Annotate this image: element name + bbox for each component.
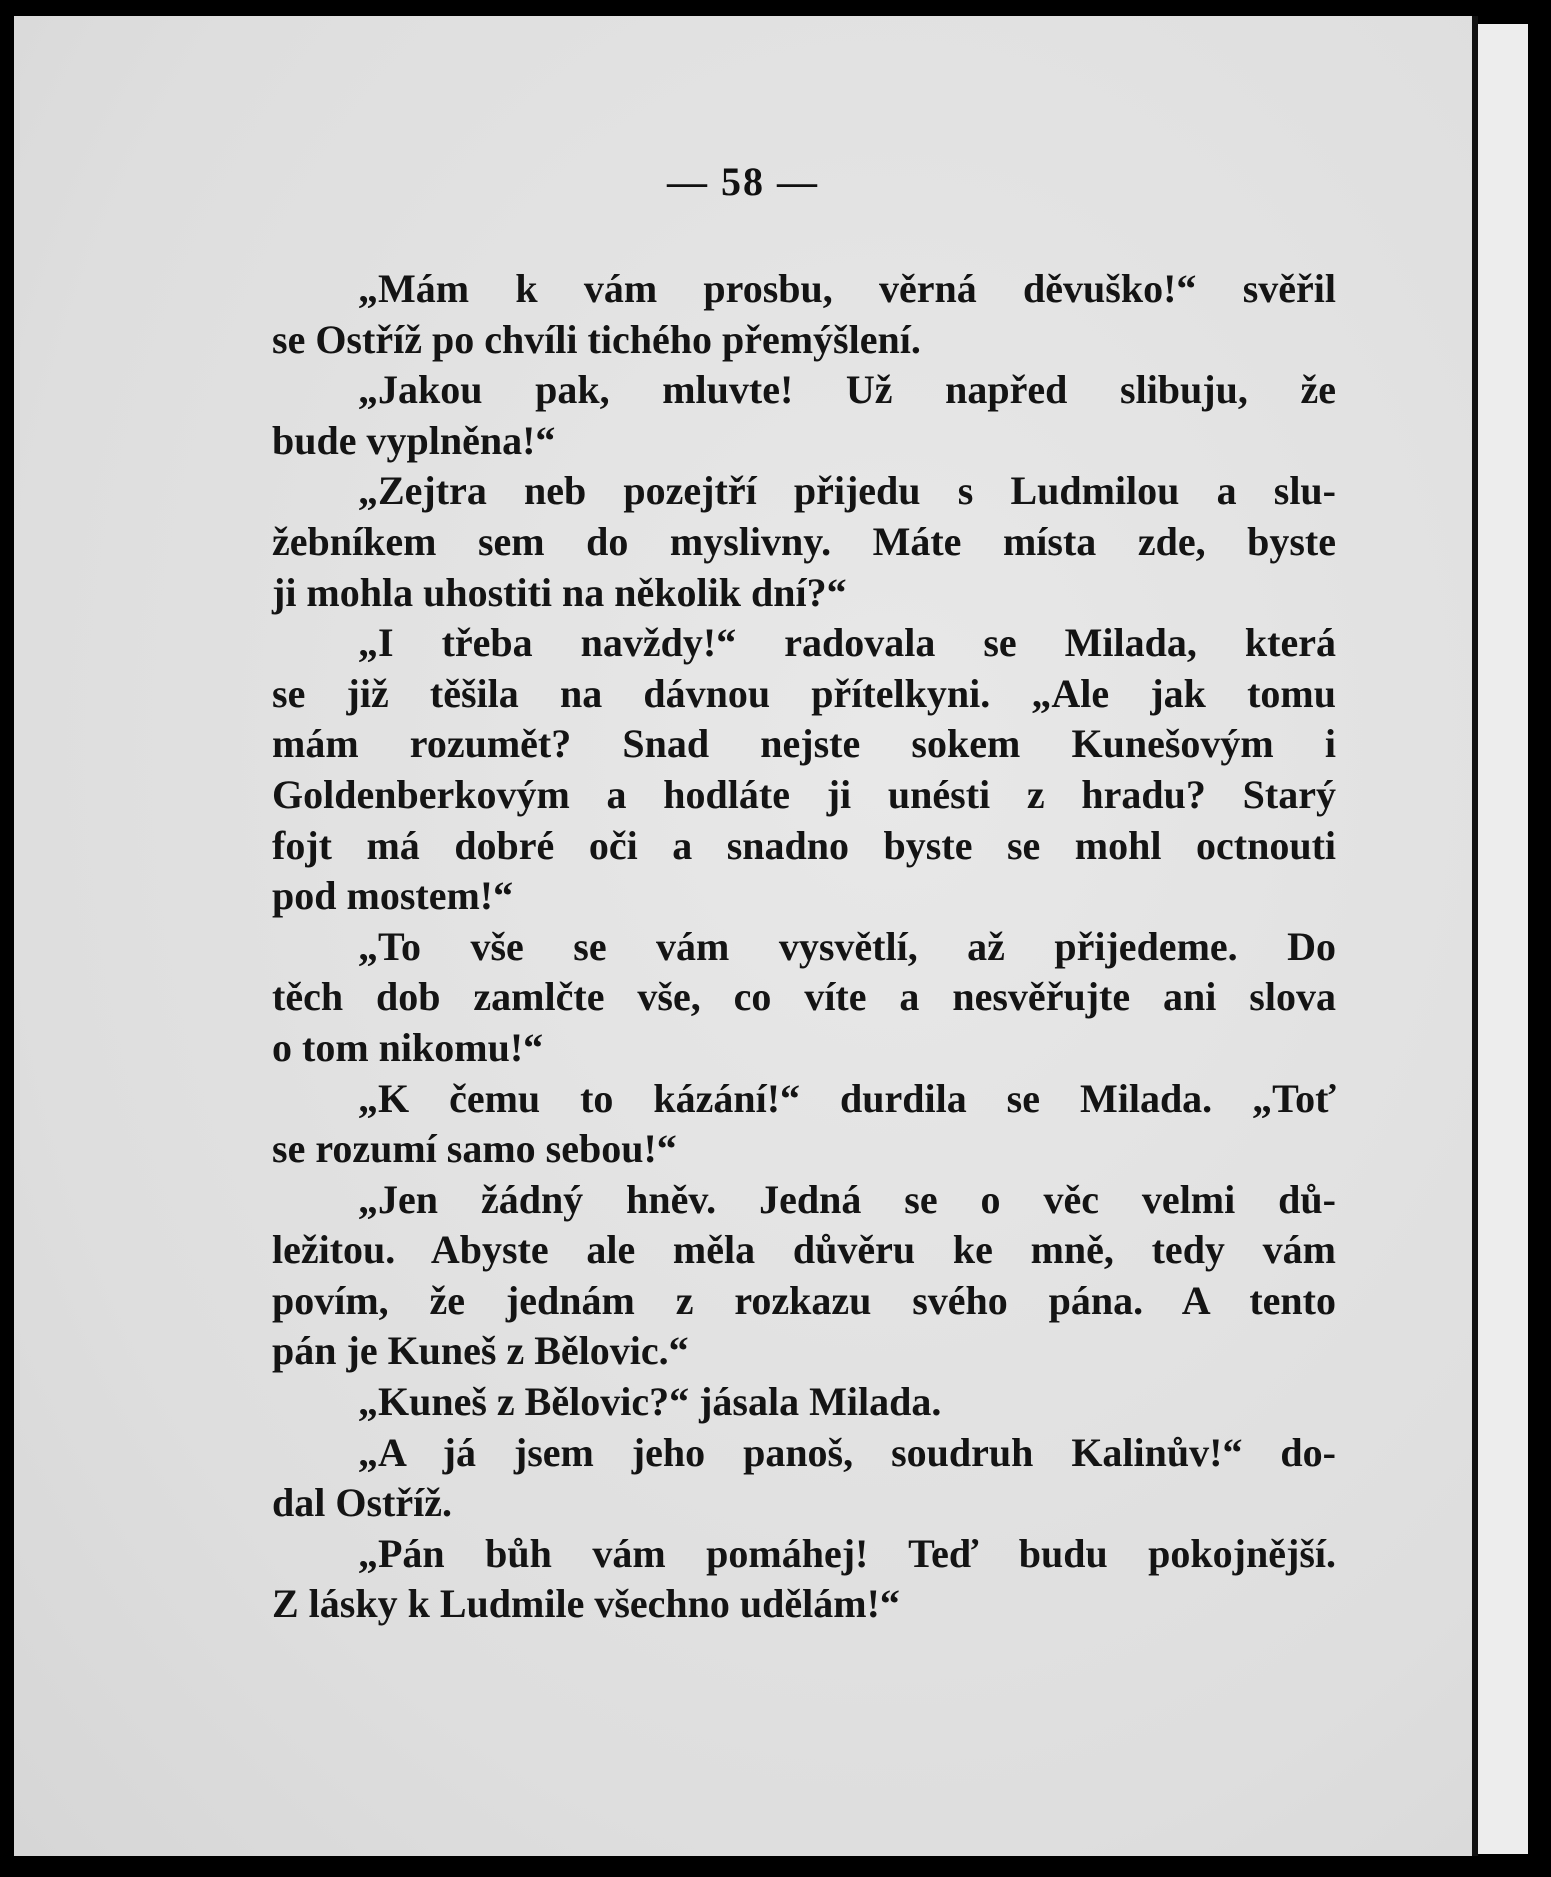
text-line: pod mostem!“	[272, 873, 514, 919]
text-line: se Ostříž po chvíli tichého přemýšlení.	[272, 316, 921, 362]
text-line: dal Ostříž.	[272, 1480, 452, 1526]
book-page	[14, 16, 1472, 1856]
text-line: se rozumí samo sebou!“	[272, 1126, 677, 1172]
text-line: bude vyplněna!“	[272, 417, 556, 463]
text-line: pán je Kuneš z Bělovic.“	[272, 1328, 689, 1374]
text-line: fojt má dobré oči a snadno byste se mohl octnouti	[272, 822, 1336, 868]
text-line: Goldenberkovým a hodláte ji unésti z hradu? Starý	[272, 771, 1336, 817]
text-line: se již těšila na dávnou přítelkyni. „Ale jak tomu	[272, 670, 1336, 716]
text-line: „Zejtra neb pozejtří přijedu s Ludmilou a slu-	[358, 468, 1336, 514]
text-line: „K čemu to kázání!“ durdila se Milada. „Toť	[358, 1075, 1336, 1121]
text-line: „To vše se vám vysvětlí, až přijedeme. Do	[358, 923, 1336, 969]
body-text	[272, 264, 1336, 1630]
page-number: — 58 —	[667, 159, 819, 204]
text-line: Z lásky k Ludmile všechno udělám!“	[272, 1581, 900, 1627]
text-line: mám rozumět? Snad nejste sokem Kunešovým i	[272, 721, 1336, 767]
text-line: žebníkem sem do myslivny. Máte místa zde, byste	[272, 518, 1336, 564]
scan-margin	[1478, 24, 1528, 1854]
text-line: ležitou. Abyste ale měla důvěru ke mně, tedy vám	[272, 1227, 1336, 1273]
text-line: povím, že jednám z rozkazu svého pána. A tento	[272, 1277, 1336, 1323]
text-line: „Jen žádný hněv. Jedná se o věc velmi dů-	[358, 1176, 1336, 1222]
text-line: „A já jsem jeho panoš, soudruh Kalinův!“ do-	[358, 1429, 1336, 1475]
text-line: „Pán bůh vám pomáhej! Teď budu pokojnější.	[358, 1530, 1336, 1576]
text-line: „Mám k vám prosbu, věrná děvuško!“ svěřil	[358, 266, 1336, 311]
text-line: těch dob zamlčte vše, co víte a nesvěřujte ani slova	[272, 974, 1336, 1020]
text-line: ji mohla uhostiti na několik dní?“	[272, 569, 847, 615]
text-line: „Kuneš z Bělovic?“ jásala Milada.	[358, 1379, 942, 1425]
text-line: „I třeba navždy!“ radovala se Milada, která	[358, 620, 1336, 666]
text-line: o tom nikomu!“	[272, 1024, 544, 1070]
text-line: „Jakou pak, mluvte! Už napřed slibuju, že	[358, 367, 1336, 413]
